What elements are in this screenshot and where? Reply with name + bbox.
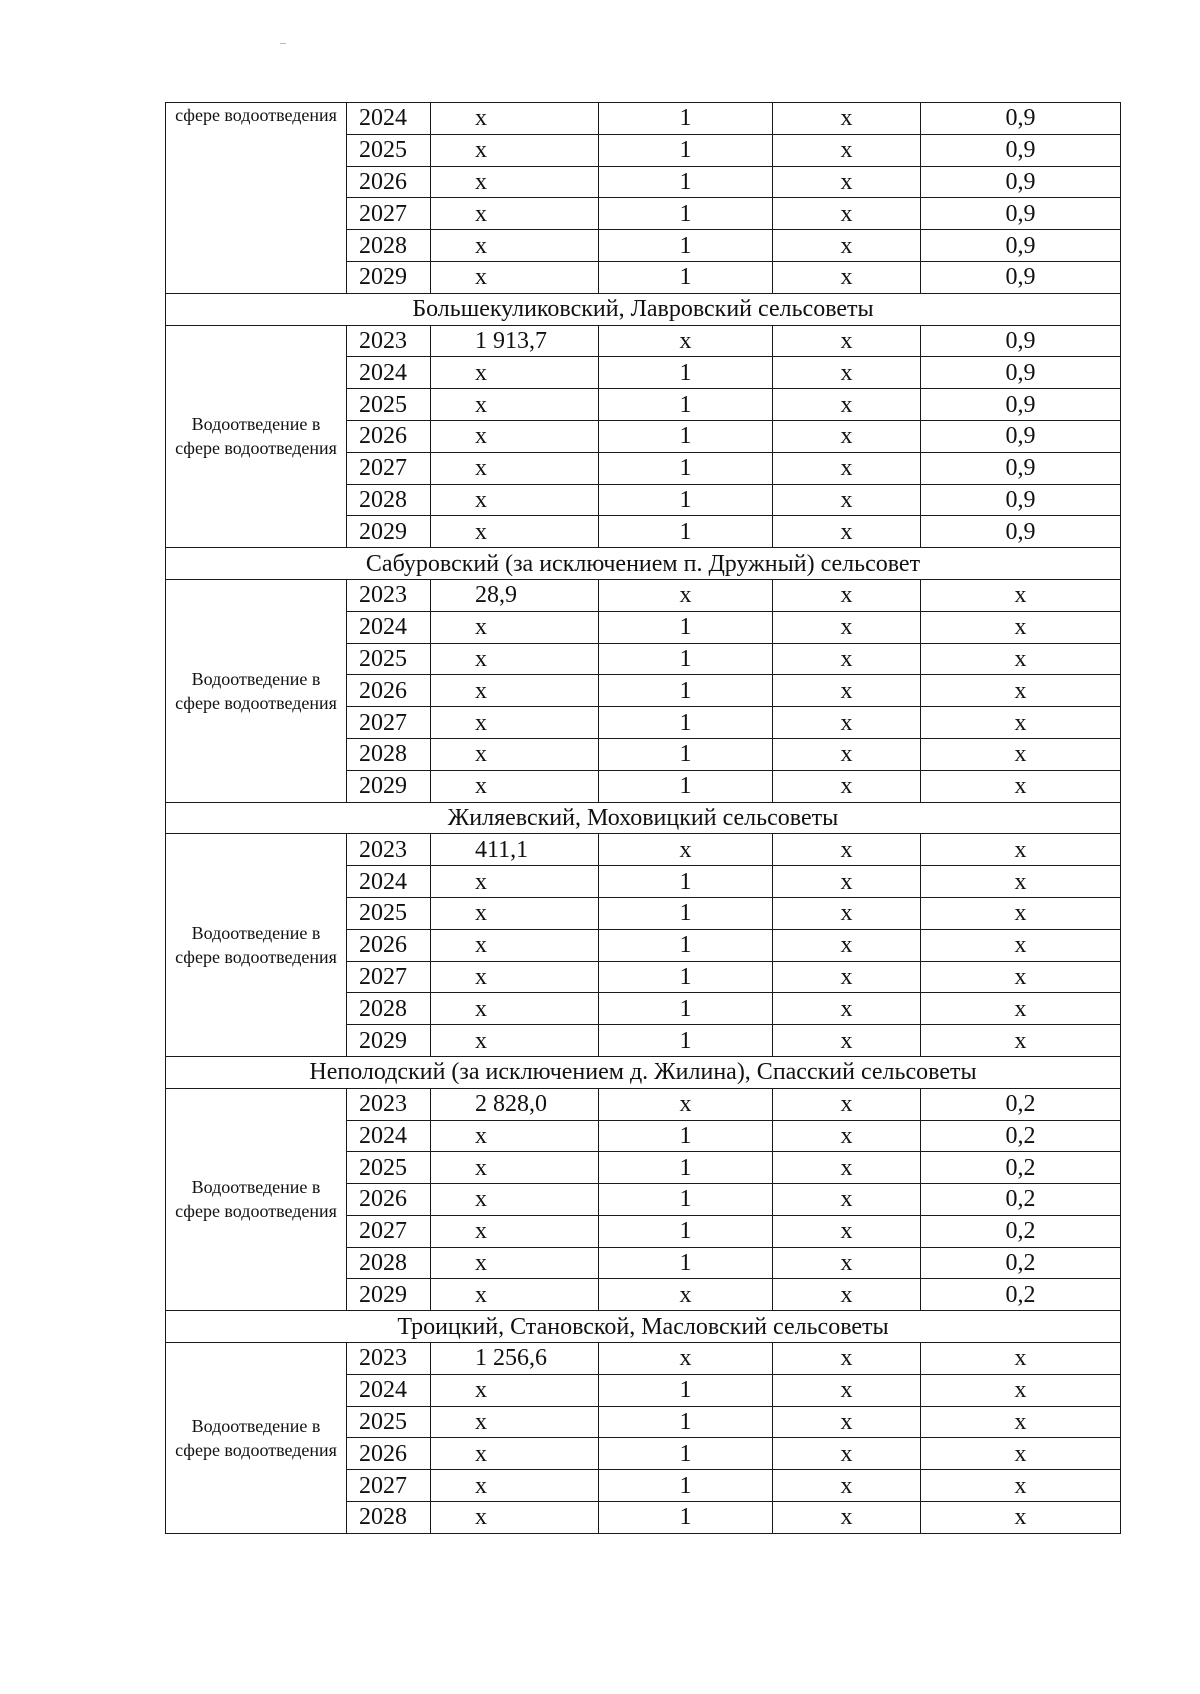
year-cell: 2028 [347,484,431,516]
service-label: Водоотведение в сфере водоотведения [166,1088,347,1311]
value1-cell: 1 256,6 [431,1343,599,1375]
year-cell: 2024 [347,1120,431,1152]
year-cell: 2026 [347,1438,431,1470]
value1-cell: х [431,897,599,929]
value2-cell: х [599,1279,773,1311]
value3-cell: х [773,516,921,548]
value2-cell: 1 [599,675,773,707]
value1-cell: х [431,103,599,135]
year-cell: 2028 [347,1502,431,1534]
year-cell: 2029 [347,261,431,293]
table-row [166,1088,1121,1120]
year-cell: 2028 [347,230,431,262]
year-cell: 2027 [347,707,431,739]
value4-cell: 0,9 [921,325,1121,357]
value2-cell: 1 [599,1406,773,1438]
value3-cell: х [773,1343,921,1375]
value1-cell: х [431,770,599,802]
value3-cell: х [773,866,921,898]
value3-cell: х [773,484,921,516]
value3-cell: х [773,1120,921,1152]
value2-cell: 1 [599,261,773,293]
value3-cell: х [773,1088,921,1120]
value3-cell: х [773,103,921,135]
value2-cell: 1 [599,484,773,516]
value4-cell: х [921,961,1121,993]
value4-cell: 0,2 [921,1215,1121,1247]
year-cell: 2027 [347,1470,431,1502]
section-heading: Неполодский (за исключением д. Жилина), Спасский сельсоветы [166,1056,1121,1088]
value1-cell: х [431,929,599,961]
value1-cell: х [431,357,599,389]
value1-cell: х [431,643,599,675]
value1-cell: х [431,1406,599,1438]
value2-cell: 1 [599,770,773,802]
value1-cell: х [431,166,599,198]
value3-cell: х [773,357,921,389]
year-cell: 2028 [347,738,431,770]
year-cell: 2029 [347,770,431,802]
value4-cell: х [921,897,1121,929]
value4-cell: 0,2 [921,1088,1121,1120]
value2-cell: 1 [599,230,773,262]
value2-cell: 1 [599,993,773,1025]
value2-cell: 1 [599,1025,773,1057]
value1-cell: х [431,484,599,516]
year-cell: 2025 [347,389,431,421]
value4-cell: 0,9 [921,103,1121,135]
value3-cell: х [773,1406,921,1438]
value2-cell: 1 [599,1215,773,1247]
value1-cell: х [431,1247,599,1279]
section-heading: Большекуликовский, Лавровский сельсоветы [166,293,1121,325]
value4-cell: 0,2 [921,1152,1121,1184]
value2-cell: 1 [599,738,773,770]
section-heading: Троицкий, Становской, Масловский сельсоветы [166,1311,1121,1343]
value4-cell: х [921,770,1121,802]
value3-cell: х [773,230,921,262]
value2-cell: 1 [599,897,773,929]
value4-cell: х [921,707,1121,739]
value1-cell: х [431,1120,599,1152]
value3-cell: х [773,1025,921,1057]
value1-cell: х [431,1279,599,1311]
value4-cell: 0,9 [921,389,1121,421]
value4-cell: х [921,1025,1121,1057]
year-cell: 2027 [347,961,431,993]
section-heading-row [166,1311,1121,1343]
year-cell: 2026 [347,675,431,707]
value1-cell: х [431,1438,599,1470]
value4-cell: х [921,993,1121,1025]
value1-cell: х [431,738,599,770]
value1-cell: х [431,1152,599,1184]
value1-cell: х [431,1215,599,1247]
year-cell: 2025 [347,897,431,929]
value4-cell: 0,9 [921,420,1121,452]
value1-cell: х [431,1502,599,1534]
year-cell: 2028 [347,1247,431,1279]
year-cell: 2026 [347,166,431,198]
value2-cell: х [599,579,773,611]
section-heading: Жиляевский, Моховицкий сельсоветы [166,802,1121,834]
value4-cell: х [921,866,1121,898]
year-cell: 2027 [347,452,431,484]
value2-cell: 1 [599,166,773,198]
value1-cell: х [431,198,599,230]
value3-cell: х [773,1502,921,1534]
value4-cell: х [921,834,1121,866]
value4-cell: х [921,738,1121,770]
value1-cell: х [431,516,599,548]
value4-cell: х [921,1502,1121,1534]
year-cell: 2029 [347,1279,431,1311]
value4-cell: 0,2 [921,1247,1121,1279]
value4-cell: х [921,1374,1121,1406]
value1-cell: х [431,134,599,166]
value3-cell: х [773,1470,921,1502]
value1-cell: 2 828,0 [431,1088,599,1120]
value1-cell: х [431,420,599,452]
year-cell: 2024 [347,611,431,643]
value2-cell: 1 [599,103,773,135]
value3-cell: х [773,1215,921,1247]
year-cell: 2025 [347,643,431,675]
year-cell: 2026 [347,929,431,961]
service-label: Водоотведение в сфере водоотведения [166,834,347,1057]
value4-cell: 0,9 [921,516,1121,548]
value1-cell: х [431,707,599,739]
table-row [166,579,1121,611]
value4-cell: 0,9 [921,198,1121,230]
value3-cell: х [773,834,921,866]
value2-cell: 1 [599,357,773,389]
value1-cell: х [431,1025,599,1057]
year-cell: 2026 [347,1184,431,1216]
value1-cell: х [431,611,599,643]
service-label: сфере водоотведения [166,103,347,294]
value3-cell: х [773,389,921,421]
value3-cell: х [773,770,921,802]
value4-cell: 0,2 [921,1184,1121,1216]
value1-cell: х [431,675,599,707]
section-heading-row [166,293,1121,325]
value4-cell: х [921,1438,1121,1470]
value2-cell: х [599,325,773,357]
year-cell: 2026 [347,420,431,452]
value2-cell: 1 [599,516,773,548]
value2-cell: 1 [599,866,773,898]
value3-cell: х [773,897,921,929]
service-label: Водоотведение в сфере водоотведения [166,1343,347,1534]
value2-cell: 1 [599,452,773,484]
value1-cell: х [431,961,599,993]
value4-cell: 0,2 [921,1279,1121,1311]
value4-cell: 0,9 [921,452,1121,484]
year-cell: 2029 [347,516,431,548]
value2-cell: 1 [599,929,773,961]
value2-cell: 1 [599,707,773,739]
value1-cell: х [431,230,599,262]
tariff-table [165,102,1121,1534]
value4-cell: х [921,929,1121,961]
value4-cell: х [921,579,1121,611]
year-cell: 2025 [347,134,431,166]
value4-cell: х [921,611,1121,643]
year-cell: 2023 [347,579,431,611]
table-row [166,1343,1121,1375]
value2-cell: 1 [599,1184,773,1216]
value2-cell: 1 [599,1152,773,1184]
year-cell: 2023 [347,834,431,866]
value4-cell: 0,9 [921,261,1121,293]
value2-cell: 1 [599,1438,773,1470]
year-cell: 2028 [347,993,431,1025]
value2-cell: 1 [599,1374,773,1406]
value3-cell: х [773,452,921,484]
value1-cell: х [431,1184,599,1216]
year-cell: 2024 [347,357,431,389]
value2-cell: 1 [599,1470,773,1502]
value1-cell: х [431,993,599,1025]
value3-cell: х [773,993,921,1025]
year-cell: 2029 [347,1025,431,1057]
value4-cell: х [921,1343,1121,1375]
table-row [166,325,1121,357]
value3-cell: х [773,961,921,993]
value3-cell: х [773,166,921,198]
value3-cell: х [773,1247,921,1279]
year-cell: 2025 [347,1406,431,1438]
value2-cell: 1 [599,1502,773,1534]
scan-mark [280,43,286,44]
value1-cell: 28,9 [431,579,599,611]
value1-cell: 411,1 [431,834,599,866]
value2-cell: х [599,834,773,866]
year-cell: 2027 [347,1215,431,1247]
value1-cell: 1 913,7 [431,325,599,357]
year-cell: 2024 [347,866,431,898]
value4-cell: х [921,675,1121,707]
value1-cell: х [431,866,599,898]
value1-cell: х [431,452,599,484]
value4-cell: х [921,643,1121,675]
value4-cell: 0,9 [921,484,1121,516]
value4-cell: х [921,1470,1121,1502]
value1-cell: х [431,1374,599,1406]
value4-cell: 0,2 [921,1120,1121,1152]
value4-cell: 0,9 [921,166,1121,198]
value2-cell: 1 [599,389,773,421]
value3-cell: х [773,420,921,452]
value3-cell: х [773,929,921,961]
year-cell: 2024 [347,103,431,135]
section-heading-row [166,548,1121,580]
year-cell: 2023 [347,1088,431,1120]
section-heading-row [166,1056,1121,1088]
value4-cell: 0,9 [921,230,1121,262]
value1-cell: х [431,389,599,421]
value3-cell: х [773,198,921,230]
service-label: Водоотведение в сфере водоотведения [166,579,347,802]
value3-cell: х [773,1438,921,1470]
value4-cell: х [921,1406,1121,1438]
value2-cell: 1 [599,198,773,230]
section-heading-row [166,802,1121,834]
year-cell: 2024 [347,1374,431,1406]
value2-cell: 1 [599,611,773,643]
value4-cell: 0,9 [921,357,1121,389]
year-cell: 2027 [347,198,431,230]
year-cell: 2023 [347,1343,431,1375]
value3-cell: х [773,738,921,770]
value2-cell: 1 [599,643,773,675]
value3-cell: х [773,579,921,611]
value3-cell: х [773,1184,921,1216]
table-row [166,103,1121,135]
value3-cell: х [773,643,921,675]
value3-cell: х [773,261,921,293]
section-heading: Сабуровский (за исключением п. Дружный) сельсовет [166,548,1121,580]
value3-cell: х [773,1279,921,1311]
value2-cell: 1 [599,420,773,452]
value4-cell: 0,9 [921,134,1121,166]
value3-cell: х [773,325,921,357]
value3-cell: х [773,1152,921,1184]
value3-cell: х [773,675,921,707]
table-body [166,103,1121,1534]
value1-cell: х [431,261,599,293]
year-cell: 2023 [347,325,431,357]
value3-cell: х [773,611,921,643]
value2-cell: 1 [599,1120,773,1152]
value3-cell: х [773,134,921,166]
service-label: Водоотведение в сфере водоотведения [166,325,347,548]
value2-cell: х [599,1343,773,1375]
value2-cell: 1 [599,961,773,993]
value1-cell: х [431,1470,599,1502]
value3-cell: х [773,707,921,739]
value2-cell: 1 [599,134,773,166]
value2-cell: 1 [599,1247,773,1279]
year-cell: 2025 [347,1152,431,1184]
table-row [166,834,1121,866]
value2-cell: х [599,1088,773,1120]
value3-cell: х [773,1374,921,1406]
